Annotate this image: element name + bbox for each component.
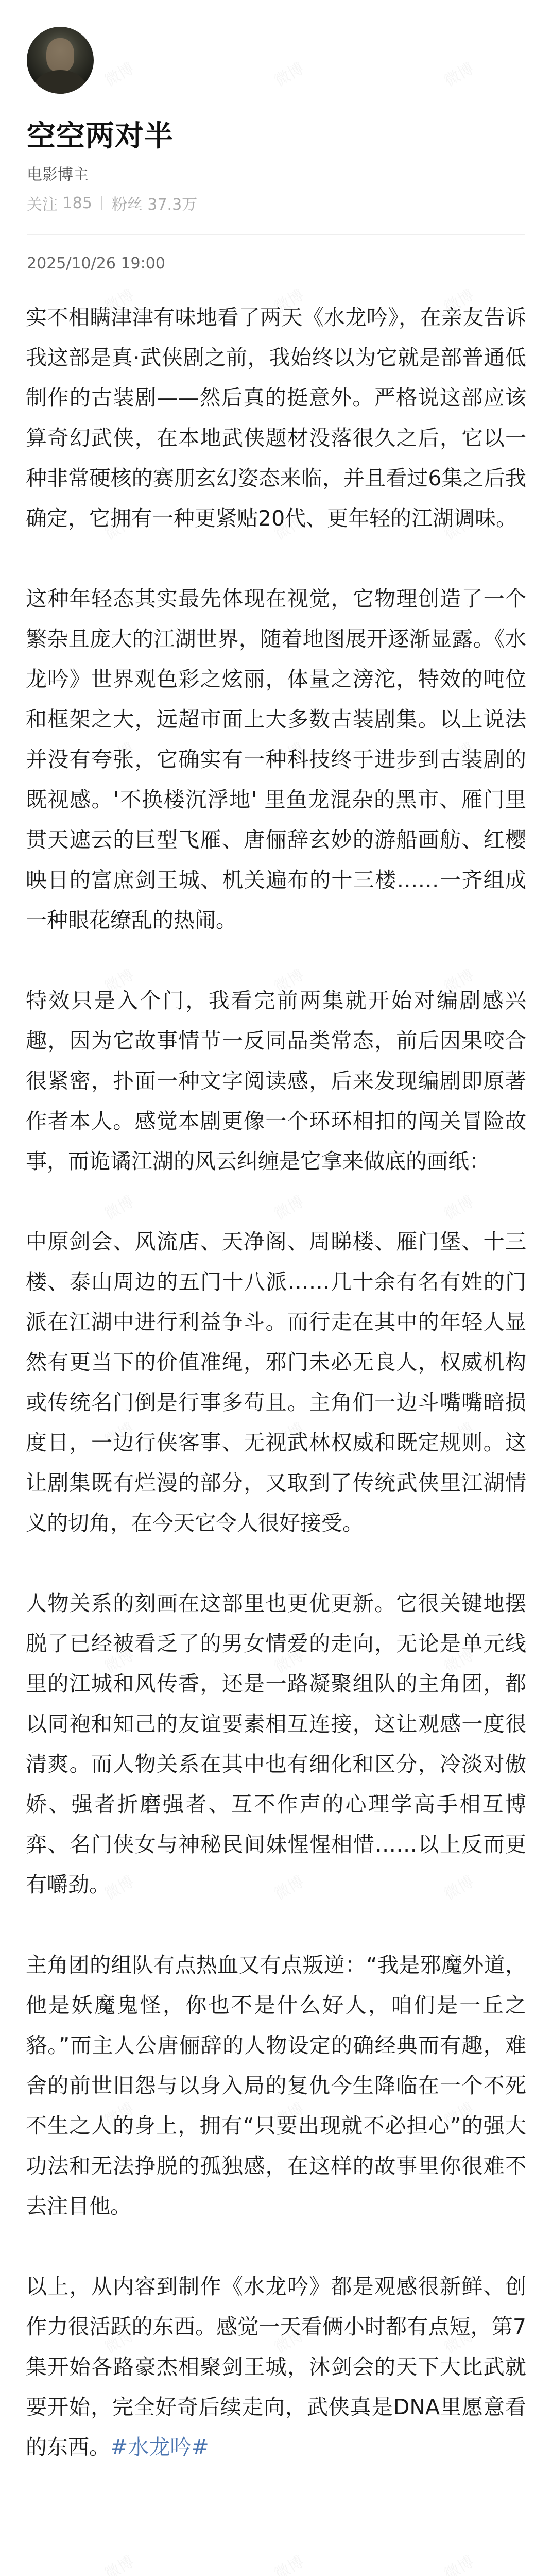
- followers-count: 37.3万: [147, 196, 198, 214]
- post-paragraph-3: 特效只是入个门，我看完前两集就开始对编剧感兴趣，因为它故事情节一反同品类常态，前后因果咬合很紧密，扑面一种文字阅读感，后来发现编剧即原著作者本人。感觉本剧更像一个环环相扣的闯关冒险故事，而诡谲江湖的风云纠缠是它拿来做底的画纸：: [26, 988, 526, 1174]
- author-avatar[interactable]: [27, 27, 94, 94]
- avatar-face: [46, 38, 74, 72]
- post-paragraph-6: 主角团的组队有点热血又有点叛逆：“我是邪魔外道，他是妖魔鬼怪，你也不是什么好人，咱们是一丘之貉。”而主人公唐俪辞的人物设定的确经典而有趣，难舍的前世旧怨与以身入局的复仇今生降临在一个不死不生之人的身上，拥有“只要出现就不必担心”的强大功法和无法挣脱的孤独感，在这样的故事里你很难不去注目他。: [26, 1953, 526, 2218]
- stats-divider: [101, 196, 102, 210]
- post-date: 2025/10/26 19:00: [27, 255, 165, 273]
- post-content: [26, 297, 526, 2467]
- post-paragraph-2: 这种年轻态其实最先体现在视觉，它物理创造了一个繁杂且庞大的江湖世界，随着地图展开逐渐显露。《水龙吟》世界观色彩之炫丽，体量之滂沱，特效的吨位和框架之大，远超市面上大多数古装剧集。以上说法并没有夸张，它确实有一种科技终于进步到古装剧的既视感。'不换楼沉浮地' 里鱼龙混杂的黑市、雁门里贯天遮云的巨型飞雁、唐俪辞玄妙的游船画舫、红樱映日的富庶剑王城、机关遍布的十三楼……一齐组成一种眼花缭乱的热闹。: [26, 586, 526, 933]
- hashtag-link[interactable]: #水龙吟#: [110, 2435, 209, 2460]
- followers-label: 粉丝: [111, 196, 143, 214]
- post-paragraph-4: 中原剑会、风流店、天净阁、周睇楼、雁门堡、十三楼、泰山周边的五门十八派……几十余有名有姓的门派在江湖中进行利益争斗。而行走在其中的年轻人显然有更当下的价值准绳，邪门未必无良人，权威机构或传统名门倒是行事多苟且。主角们一边斗嘴嘴暗损度日，一边行侠客事、无视武林权威和既定规则。这让剧集既有烂漫的部分，又取到了传统武侠里江湖情义的切角，在今天它令人很好接受。: [26, 1229, 526, 1535]
- post-paragraph-7-text: 以上，从内容到制作《水龙吟》都是观感很新鲜、创作力很活跃的东西。感觉一天看俩小时都有点短，第7集开始各路豪杰相聚剑王城，沐剑会的天下大比武就要开始，完全好奇后续走向，武侠真是DNA里愿意看的东西。: [26, 2274, 526, 2460]
- avatar-body: [34, 70, 87, 94]
- author-stats: [27, 192, 525, 214]
- post-paragraph-5: 人物关系的刻画在这部里也更优更新。它很关键地摆脱了已经被看乏了的男女情爱的走向，无论是单元线里的江城和风传香，还是一路凝聚组队的主角团，都以同袍和知己的友谊要素相互连接，这让观感一度很清爽。而人物关系在其中也有细化和区分，冷淡对傲娇、强者折磨强者、互不作声的心理学高手相互博弈、名门侠女与神秘民间妹惺惺相惜……以上反而更有嚼劲。: [26, 1591, 526, 1897]
- post-paragraph-7: [26, 2266, 526, 2467]
- author-name[interactable]: 空空两对半: [27, 120, 174, 153]
- watermark-mark-33: [99, 2549, 137, 2576]
- following-label: 关注: [27, 196, 58, 214]
- following-count: 185: [62, 194, 92, 212]
- author-role: 电影博主: [27, 166, 89, 184]
- header-divider: [27, 234, 525, 235]
- author-header: [0, 0, 552, 214]
- post-paragraph-1: 实不相瞒津津有味地看了两天《水龙吟》，在亲友告诉我这部是真·武侠剧之前，我始终以为它就是部普通低制作的古装剧——然后真的挺意外。严格说这部应该算奇幻武侠，在本地武侠题材没落很久之后，它以一种非常硬核的赛朋玄幻姿态来临，并且看过6集之后我确定，它拥有一种更紧贴20代、更年轻的江湖调味。: [26, 305, 526, 531]
- watermark-mark-34: [269, 2549, 307, 2576]
- watermark-mark-35: [439, 2549, 477, 2576]
